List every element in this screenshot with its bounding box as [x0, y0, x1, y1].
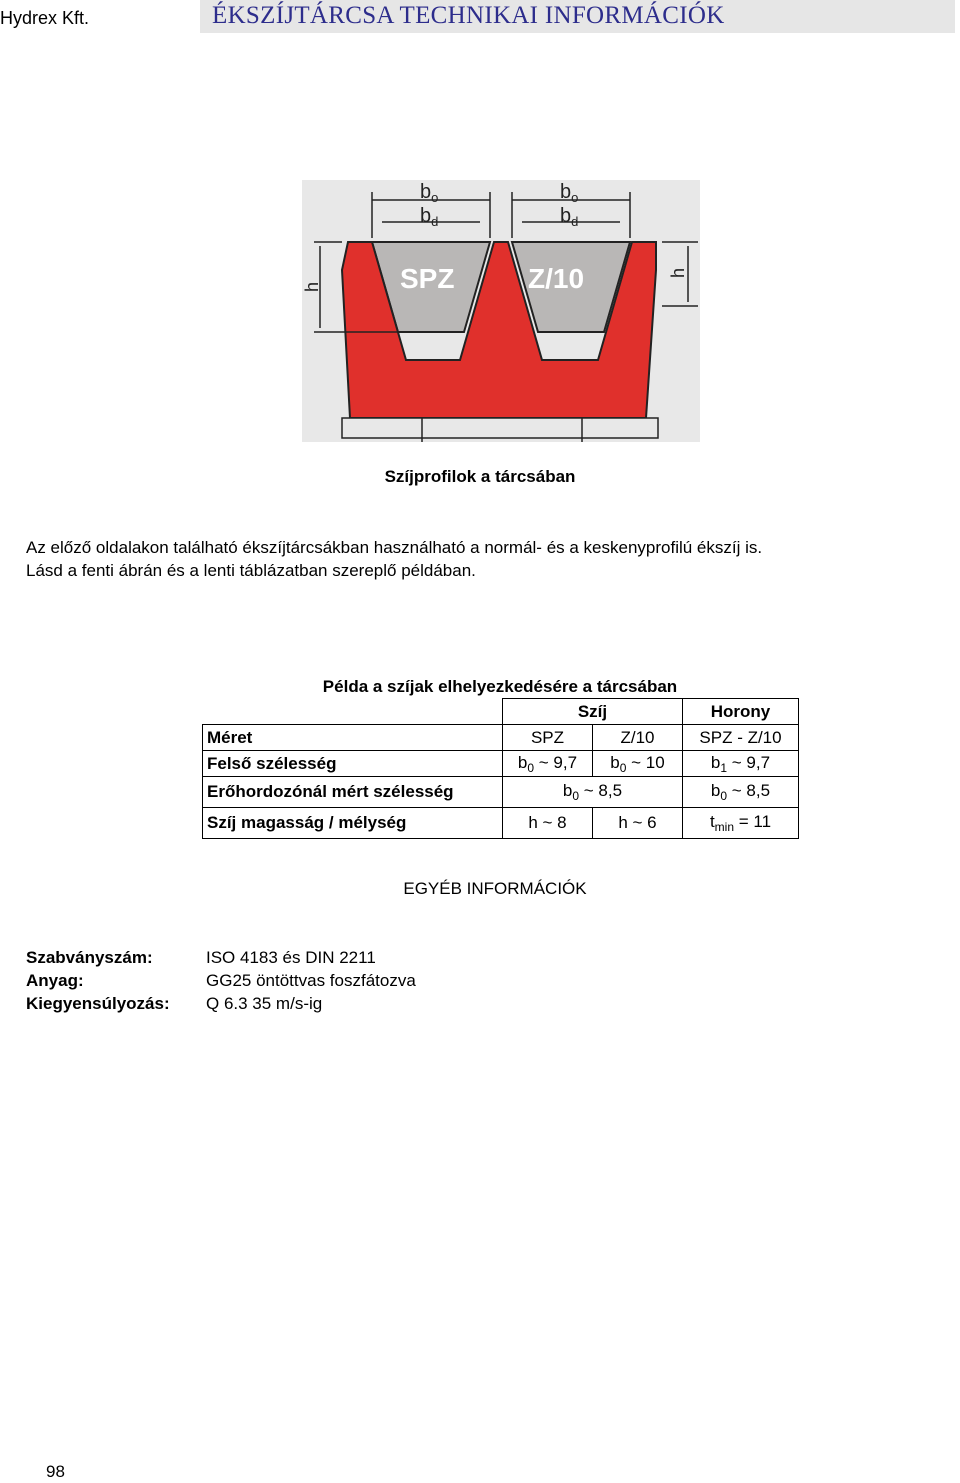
table-row [203, 777, 799, 808]
row-label-ero: Erőhordozónál mért szélesség [203, 777, 503, 808]
table-row [203, 725, 799, 751]
row-label-meret: Méret [203, 725, 503, 751]
figure-caption: Szíjprofilok a tárcsában [384, 467, 576, 486]
cell-felso-horony: $b_1$ ~ 9,7 [683, 751, 799, 777]
page-title: ÉKSZÍJTÁRCSA TECHNIKAI INFORMÁCIÓK [212, 2, 725, 29]
info-value-material: GG25 öntöttvas foszfátozva [206, 971, 416, 990]
info-value-balancing: Q 6.3 35 m/s-ig [206, 994, 323, 1013]
cell-magassag-spz: h ~ 8 [503, 808, 593, 839]
cell-felso-spz: $b_0$ ~ 9,7 [503, 751, 593, 777]
company-name: Hydrex Kft. [0, 8, 90, 28]
header-horony: Horony [683, 699, 799, 725]
table-header-row [203, 699, 799, 725]
info-value-standard: ISO 4183 és DIN 2211 [206, 948, 376, 967]
svg-text:h: h [668, 267, 688, 278]
svg-text:bo: $b_o$ [420, 181, 439, 205]
svg-text:SPZ: SPZ [400, 263, 455, 294]
page-number: 98 [46, 1462, 65, 1481]
cell-meret-z10: Z/10 [593, 725, 683, 751]
cell-magassag-z10: h ~ 6 [593, 808, 683, 839]
info-label-standard: Szabványszám: [26, 948, 153, 967]
row-label-felso: Felső szélesség [203, 751, 503, 777]
intro-line-1: Az előző oldalakon található ékszíjtárcsákban használható a normál- és a keskenyprofilú ékszíj is. [26, 538, 763, 557]
svg-text:h: h [302, 281, 322, 292]
cell-meret-horony: SPZ - Z/10 [683, 725, 799, 751]
other-info-title: EGYÉB INFORMÁCIÓK [403, 879, 587, 898]
cell-magassag-horony: $t_{min} = 11$ [683, 808, 799, 839]
table-title: Példa a szíjak elhelyezkedésére a tárcsában [322, 677, 678, 696]
header-szij: Szíj [503, 699, 683, 725]
table-corner-cell [203, 699, 503, 725]
row-label-magassag: Szíj magasság / mélység [203, 808, 503, 839]
svg-text:bd: $b_d$ [560, 205, 579, 229]
pulley-cross-section-diagram [302, 180, 700, 442]
table-row [203, 751, 799, 777]
info-label-material: Anyag: [26, 971, 84, 990]
svg-text:bo: $b_o$ [560, 181, 579, 205]
cell-meret-spz: SPZ [503, 725, 593, 751]
cell-ero-horony: $b_0$ ~ 8,5 [683, 777, 799, 808]
cell-ero-szij: $b_0$ ~ 8,5 [503, 777, 683, 808]
info-label-balancing: Kiegyensúlyozás: [26, 994, 170, 1013]
svg-text:bd: $b_d$ [420, 205, 439, 229]
cell-felso-z10: $b_0$ ~ 10 [593, 751, 683, 777]
belt-profile-figure [302, 180, 700, 442]
intro-paragraph [26, 536, 762, 582]
svg-text:Z/10: Z/10 [528, 263, 585, 294]
intro-line-2: Lásd a fenti ábrán és a lenti táblázatban szereplő példában. [26, 561, 476, 580]
table-row [203, 808, 799, 839]
belt-spec-table [202, 698, 799, 839]
